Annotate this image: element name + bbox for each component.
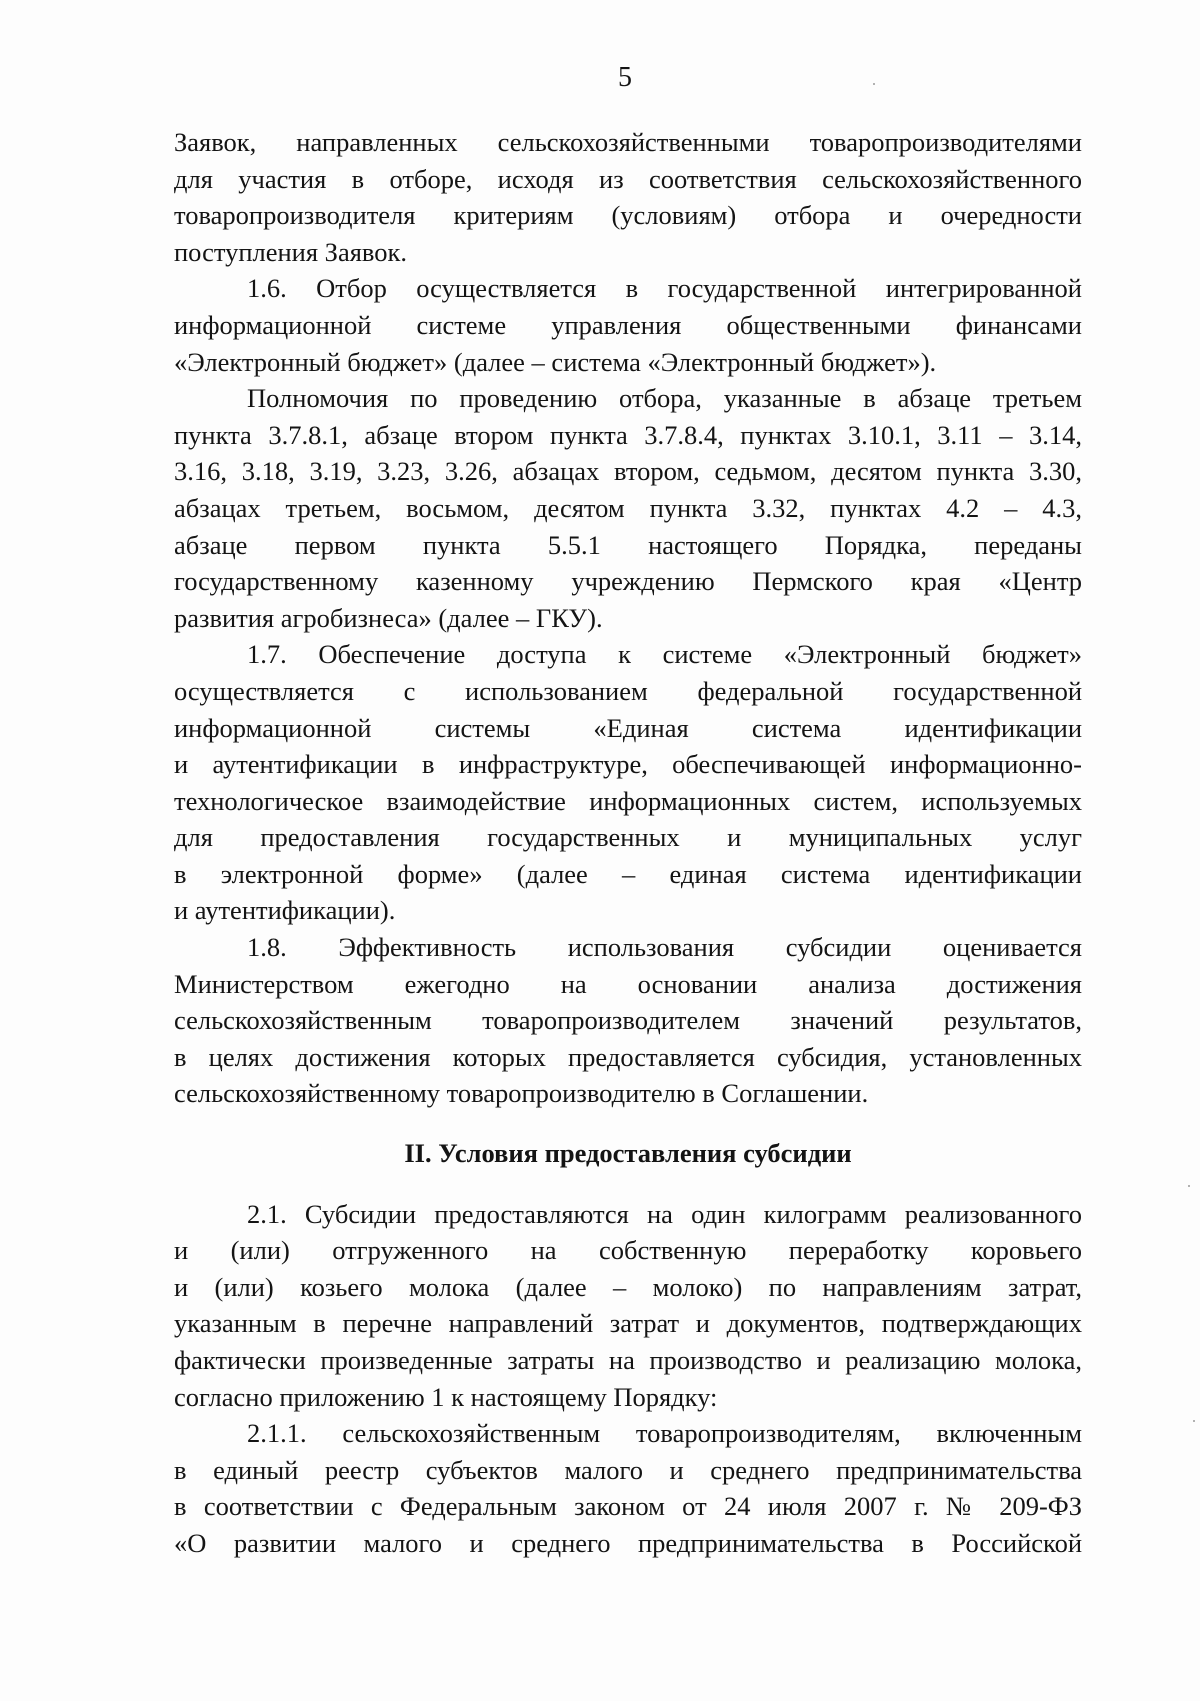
- text-line: технологическое взаимодействие информационных систем, используемых: [174, 785, 1082, 816]
- text-line: указанным в перечне направлений затрат и документов, подтверждающих: [174, 1308, 1082, 1339]
- section-heading: II. Условия предоставления субсидии: [404, 1138, 852, 1169]
- text-line: Заявок, направленных сельскохозяйственными товаропроизводителями: [174, 127, 1082, 157]
- text-line: «Электронный бюджет» (далее – система «Электронный бюджет»).: [174, 346, 937, 377]
- text-line: и аутентификации).: [174, 895, 396, 926]
- text-line: сельскохозяйственным товаропроизводителем значений результатов,: [174, 1005, 1082, 1036]
- page-number: 5: [618, 62, 632, 93]
- text-line: и аутентификации в инфраструктуре, обеспечивающей информационно-: [174, 749, 1082, 780]
- text-line: «О развитии малого и среднего предпринимательства в Российской: [174, 1527, 1082, 1558]
- text-line: абзацах третьем, восьмом, десятом пункта 3.32, пунктах 4.2 – 4.3,: [174, 492, 1082, 523]
- text-line: в единый реестр субъектов малого и среднего предпринимательства: [174, 1454, 1082, 1485]
- text-line: развития агробизнеса» (далее – ГКУ).: [174, 602, 603, 633]
- scan-speck: [1188, 1185, 1190, 1187]
- scan-speck: [1193, 1420, 1195, 1422]
- text-line: и (или) отгруженного на собственную переработку коровьего: [174, 1235, 1082, 1266]
- text-line: Полномочия по проведению отбора, указанные в абзаце третьем: [247, 383, 1082, 414]
- text-line: пункта 3.7.8.1, абзаце втором пункта 3.7.8.4, пунктах 3.10.1, 3.11 – 3.14,: [174, 419, 1082, 450]
- text-line: 2.1.1. сельскохозяйственным товаропроизводителям, включенным: [247, 1418, 1082, 1449]
- document-body: [174, 124, 1082, 1562]
- text-line: поступления Заявок.: [174, 236, 407, 267]
- text-line: 3.16, 3.18, 3.19, 3.23, 3.26, абзацах втором, седьмом, десятом пункта 3.30,: [174, 456, 1082, 487]
- text-line: и (или) козьего молока (далее – молоко) по направлениям затрат,: [174, 1271, 1082, 1302]
- text-line: информационной системе управления общественными финансами: [174, 309, 1082, 340]
- text-line: информационной системы «Единая система идентификации: [174, 712, 1082, 743]
- text-line: в целях достижения которых предоставляется субсидия, установленных: [174, 1041, 1082, 1072]
- text-line: в электронной форме» (далее – единая система идентификации: [174, 858, 1082, 889]
- text-line: абзаце первом пункта 5.5.1 настоящего Порядка, переданы: [174, 529, 1082, 560]
- text-line: для участия в отборе, исходя из соответствия сельскохозяйственного: [174, 163, 1082, 194]
- text-line: государственному казенному учреждению Пермского края «Центр: [174, 566, 1082, 597]
- text-line: осуществляется с использованием федеральной государственной: [174, 675, 1082, 706]
- text-line: согласно приложению 1 к настоящему Порядку:: [174, 1381, 718, 1412]
- text-line: товаропроизводителя критериям (условиям) отбора и очередности: [174, 200, 1082, 231]
- text-line: 2.1. Субсидии предоставляются на один килограмм реализованного: [247, 1198, 1082, 1229]
- text-line: для предоставления государственных и муниципальных услуг: [174, 822, 1082, 853]
- text-line: сельскохозяйственному товаропроизводителю в Соглашении.: [174, 1078, 869, 1109]
- text-line: фактически произведенные затраты на производство и реализацию молока,: [174, 1345, 1082, 1375]
- scan-speck: [873, 83, 875, 85]
- text-line: 1.8. Эффективность использования субсидии оценивается: [247, 932, 1082, 963]
- text-line: Министерством ежегодно на основании анализа достижения: [174, 968, 1082, 999]
- text-line: 1.6. Отбор осуществляется в государственной интегрированной: [247, 273, 1082, 304]
- paragraphs-section-2: [174, 1196, 1082, 1562]
- text-line: 1.7. Обеспечение доступа к системе «Электронный бюджет»: [247, 639, 1082, 670]
- paragraphs-section-1: [174, 124, 1082, 1112]
- text-line: в соответствии с Федеральным законом от 24 июля 2007 г. № 209-ФЗ: [174, 1491, 1082, 1522]
